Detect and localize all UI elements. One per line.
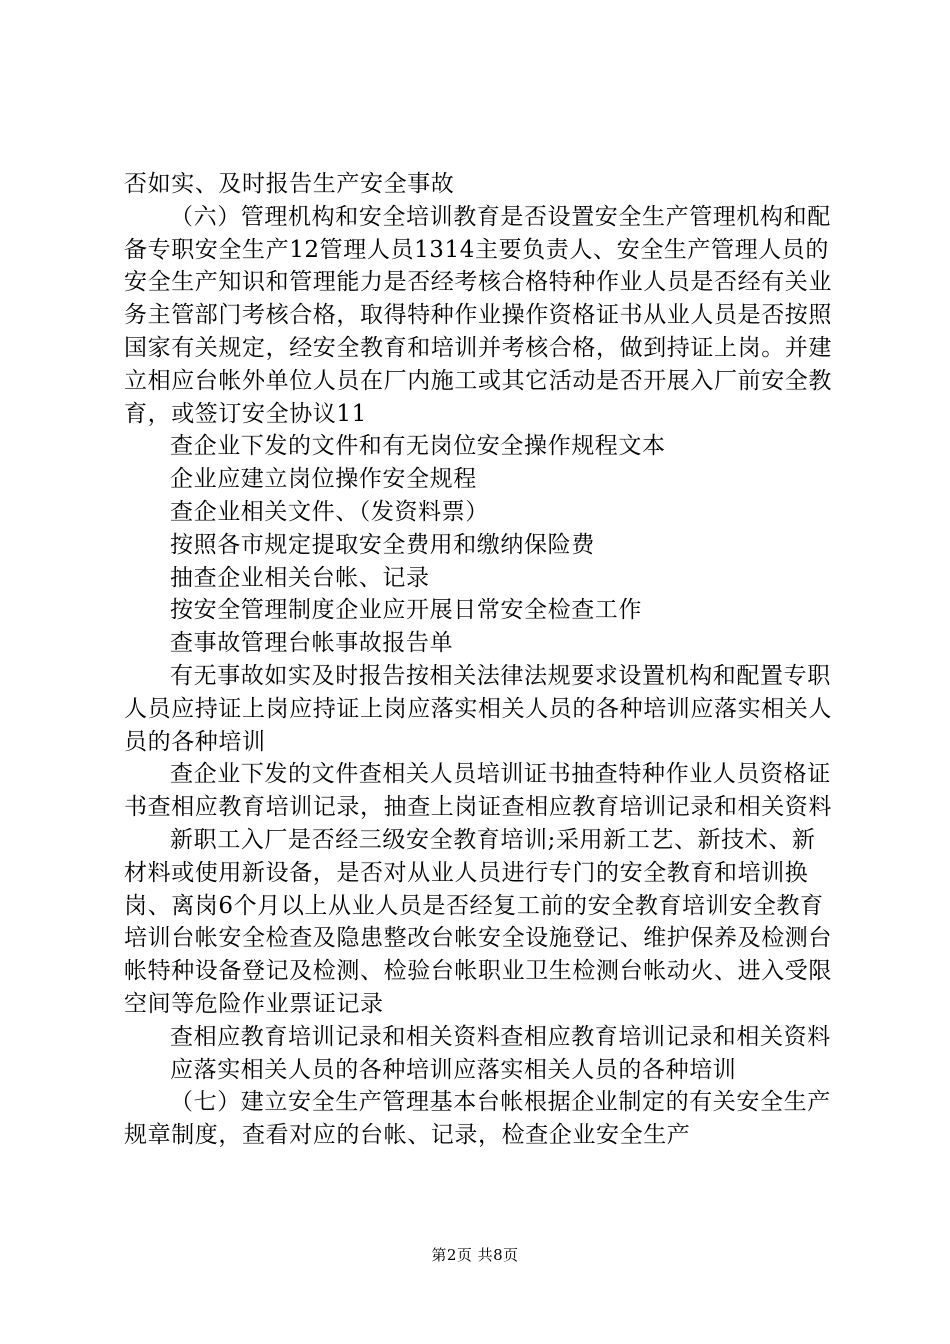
- paragraph-section-seven: （七）建立安全生产管理基本台帐根据企业制定的有关安全生产规章制度，查看对应的台帐、记录，检查企业安全生产: [124, 1089, 831, 1149]
- document-body: [124, 168, 834, 1152]
- paragraph: 查企业下发的文件查相关人员培训证书抽查特种作业人员资格证书查相应教育培训记录，抽查上岗证查相应教育培训记录和相关资料: [124, 761, 832, 821]
- paragraph: 查企业相关文件、（发资料票）: [170, 498, 489, 525]
- paragraph: 查企业下发的文件和有无岗位安全操作规程文本: [170, 433, 666, 460]
- paragraph: 新职工入厂是否经三级安全教育培训;采用新工艺、新技术、新材料或使用新设备，是否对从业人员进行专门的安全教育和培训换岗、离岗6个月以上从业人员是否经复工前的安全教育培训安全教育培训台帐安全检查及隐患整改台帐安全设施登记、维护保养及检测台帐特种设备登记及检测、检验台帐职业卫生检测台帐动火、进入受限空间等危险作业票证记录: [124, 826, 832, 1017]
- paragraph: 有无事故如实及时报告按相关法律法规要求设置机构和配置专职人员应持证上岗应持证上岗应落实相关人员的各种培训应落实相关人员的各种培训: [124, 662, 832, 755]
- paragraph-section-six: （六）管理机构和安全培训教育是否设置安全生产管理机构和配备专职安全生产12管理人员1314主要负责人、安全生产管理人员的安全生产知识和管理能力是否经考核合格特种作业人员是否经有关业务主管部门考核合格，取得特种作业操作资格证书从业人员是否按照国家有关规定，经安全教育和培训并考核合格，做到持证上岗。并建立相应台帐外单位人员在厂内施工或其它活动是否开展入厂前安全教育，或签订安全协议11: [124, 203, 832, 427]
- paragraph: 按照各市规定提取安全费用和缴纳保险费: [170, 531, 595, 558]
- paragraph: 按安全管理制度企业应开展日常安全检查工作: [170, 597, 642, 624]
- paragraph: 企业应建立岗位操作安全规程: [170, 466, 477, 493]
- paragraph: 抽查企业相关台帐、记录: [170, 564, 430, 591]
- page-number-footer: 第2页 共8页: [431, 1246, 519, 1264]
- paragraph-continuation: 否如实、及时报告生产安全事故: [124, 171, 455, 197]
- paragraph: 查相应教育培训记录和相关资料查相应教育培训记录和相关资料: [170, 1023, 831, 1050]
- paragraph: 查事故管理台帐事故报告单: [170, 630, 454, 657]
- paragraph: 应落实相关人员的各种培训应落实相关人员的各种培训: [170, 1056, 737, 1083]
